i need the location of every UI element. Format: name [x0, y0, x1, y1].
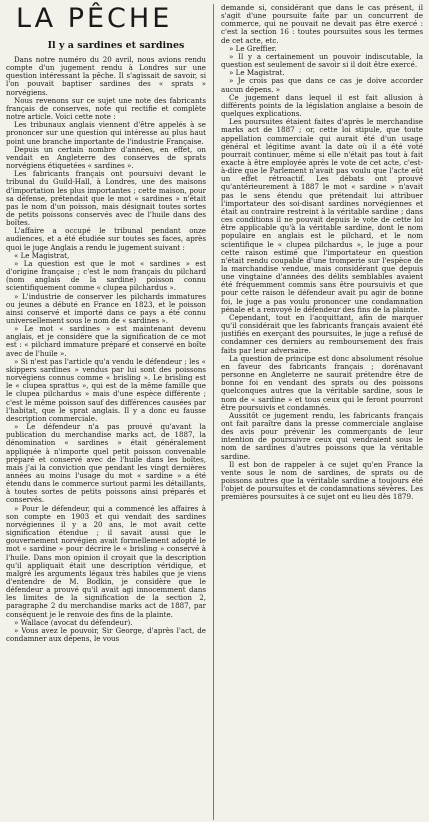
paragraph: « Le Magistrat,	[14, 250, 70, 260]
paragraph: » Je crois pas que dans ce cas je doive accorder aucun dépens. »	[221, 76, 423, 94]
paragraph: Les poursuites étaient faites d'après le merchandise marks act de 1887 ; or, cette loi stipule, que toute appellation commerciale qui aurait été d'un usage général et légitime avant la date où il a été voté pourrait continuer, même si elle n'était pas tout à fait exacte à être employée après le vote de cet acte, c'est-à-dire que le Parlement n'avait pas voulu que l'acte eût un effet rétroactif. Les débats ont prouvé qu'antérieurement à 1887 le mot « sardine » n'avait pas le sens étendu que prétendait lui attribuer l'importateur des soi-disant sardines norvégiennes et était au contraire restreint à la véritable sardine ; dans ces conditions il ne pouvait depuis le vote de cette loi être applicable qu'à la véritable sardine, dont le nom populaire en anglais est le pilchard, et le nom scientifique le « clupea pilchardus », le juge a pour cette raison estimé que l'importateur en question n'était rendu coupable d'une tromperie sur l'espèce de la marchandise vendue, mais considérant que depuis une vingtaine d'années des délits semblables avaient été fréquemment commis sans être poursuivis et que pour cette raison le défendeur avait pu agir de bonne foi, le juge a pas voulu prononcer une condamnation pénale et a renvoyé le défendeur des fins de la plainte.	[221, 117, 423, 314]
paragraph: Aussitôt ce jugement rendu, les fabricants français ont fait paraître dans la presse commerciale anglaise des avis pour prévenir les commerçants de leur intention de poursuivre ceux qui vendraient sous le nom de sardines d'autres poissons que la véritable sardine.	[221, 410, 423, 461]
paragraph: Dans notre numéro du 20 avril, nous avions rendu compte d'un jugement rendu à Londres sur une question intéressant la pêche. Il s'agissait de savoir, si l'on pouvait baptiser sardines des « sprats » norvégiens.	[6, 56, 206, 97]
paragraph: Nous revenons sur ce sujet une note des fabricants français de conserves, note qui rectifie et complète notre article. Voici cette note :	[6, 95, 206, 122]
paragraph: » Wallace (avocat du défendeur).	[14, 617, 133, 627]
paragraph: Les fabricants français ont poursuivi devant le tribunal du Guild-Hall, à Londres, une des maisons d'importation les plus importantes ; cette maison, pour sa défense, prétendait que le mot « sardines » n'était pas le nom d'un poisson, mais désignait toutes sortes de petits poissons conservés avec de l'huile dans des boîtes.	[6, 169, 206, 228]
left-column	[6, 56, 206, 818]
paragraph: Depuis un certain nombre d'années, en effet, on vendait en Angleterre des conserves de sprats norvégiens étiquetées « sardines ».	[6, 144, 206, 171]
paragraph: Les tribunaux anglais viennent d'être appelés à se prononcer sur une question qui intéresse au plus haut point une branche importante de l'industrie Française.	[6, 120, 206, 146]
paragraph: demande si, considérant que dans le cas présent, il s'agit d'une poursuite faite par un concurrent de commerce, qui ne pouvait ne devait pas être exercé : c'est la section 16 : toutes poursuites sous les termes de cet acte, etc.	[221, 4, 423, 45]
column-divider	[213, 4, 214, 820]
right-column	[221, 4, 423, 559]
paragraph: » Vous avez le pouvoir, Sir George, d'après l'act, de condamner aux dépens, le vous	[6, 625, 206, 644]
paragraph: La question de principe est donc absolument résolue en faveur des fabricants français ; dorénavant personne en Angleterre ne saurait prétendre être de bonne foi en vendant des sprats ou des poissons quelconques autres que la véritable sardine, sous le nom de « sardine » et tous ceux qui le feront pourront être poursuivis et condamnés.	[221, 353, 423, 412]
paragraph: Il est bon de rappeler à ce sujet qu'en France la vente sous le nom de sardines, de sprats ou de poissons autres que la véritable sardine a toujours été l'objet de poursuites et de condamnations sévères. Les premières poursuites à ce sujet ont eu lieu dès 1879.	[221, 459, 423, 502]
paragraph: » Pour le défendeur, qui a commencé les affaires à son compte en 1903 et qui vendait des sardines norvégiennes il y a 20 ans, le mot avait cette signification étendue ; il savait aussi que le gouvernement norvégien avait formellement adopté le mot « sardine » pour décrire le « brisling » conservé à l'huile. Dans mon opinion il croyait que la description qu'il appliquait était une description véridique, et malgré les arguments légaux très habiles que je viens d'entendre de M. Bodkin, je considère que le défendeur a prouvé qu'il avait agi innocemment dans les limites de la signification de la section 2, paragraphe 2 du merchandise marks act de 1887, par conséquent je le renvoie des fins de la plainte.	[6, 503, 206, 619]
page-title: LA PÊCHE	[16, 3, 173, 34]
paragraph: » Le Magistrat.	[229, 68, 285, 78]
paragraph: » La question est que le mot « sardines » est d'origine française ; c'est le nom français du pilchard (nom anglais de la sardine) poisson connu scientifiquement comme « clupea pilchardus ».	[6, 258, 206, 293]
paragraph: » Il y a certainement un pouvoir indiscutable, la question est seulement de savoir si il doit être exercé.	[221, 51, 423, 70]
paragraph: » L'industrie de conserver les pilchards immatures ou jeunes a débuté en France en 1823, et le poisson ainsi conservé et importé dans ce pays a été connu universellement sous le nom de « sardines ».	[6, 291, 206, 325]
article-subtitle: Il y a sardines et sardines	[47, 40, 185, 51]
paragraph: » Le mot « sardines » est maintenant devenu anglais, et je considère que la signification de ce mot est : « pilchard immature préparé et conservé en boîte avec de l'huile ».	[6, 324, 206, 358]
paragraph: L'affaire a occupé le tribunal pendant onze audiences, et a été étudiée sur toutes ses faces, après quoi le juge Anglais a rendu le jugement suivant :	[6, 226, 206, 252]
paragraph: » Le Greffier.	[229, 43, 277, 53]
paragraph: » Le défendeur n'a pas prouvé qu'avant la publication du merchandise marks act, de 1887, la dénomination « sardines » était généralement appliquée à n'importe quel petit poisson convenable préparé et conservé avec de l'huile dans les boîtes, mais j'ai la conviction que pendant les vingt dernières années au moins l'usage du mot « sardine » a été étendu dans le commerce surtout parmi les détaillants, à toutes sortes de petits poissons ainsi préparés et conservés.	[6, 422, 206, 505]
paragraph: Cependant, tout en l'acquittant, afin de marquer qu'il considérait que les fabricants français avaient été justifiés en exerçant des poursuites, le juge a refusé de condamner ces derniers au remboursement des frais faits par leur adversaire.	[221, 312, 423, 355]
paragraph: Ce jugement dans lequel il est fait allusion à différents points de la législation anglaise a besoin de quelques explications.	[221, 92, 423, 119]
paragraph: » Si n'est pas l'article qu'a vendu le défendeur ; les « skippers sardines » vendus par lui sont des poissons norvégiens connus comme « brisling ». Le brisling est le « clupea sprattus », qui est de la même famille que le clupea pilchardus » mais d'une espèce différente ; c'est le même poisson sauf des différences causées par l'habitat, que le sprat anglais. Il y a donc eu fausse description commerciale.	[6, 356, 206, 423]
